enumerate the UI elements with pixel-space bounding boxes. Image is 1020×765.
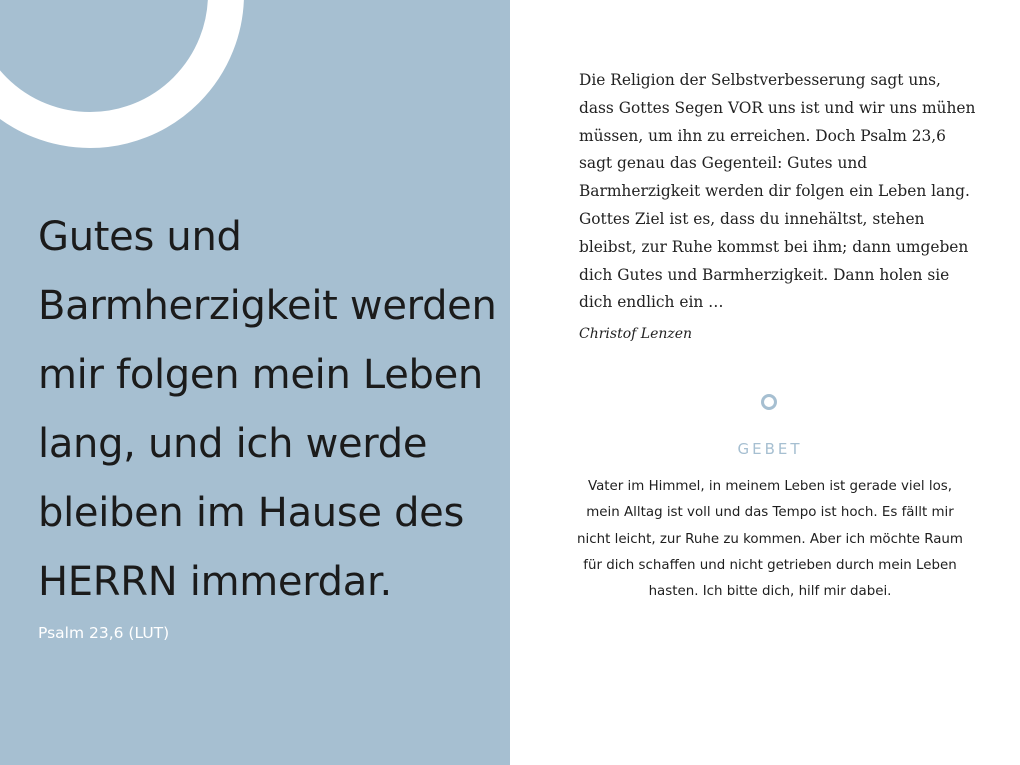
- devotion-author: Christof Lenzen: [579, 326, 693, 342]
- circle-ornament-icon: [761, 394, 777, 410]
- decorative-ring: [0, 0, 244, 148]
- verse-reference: Psalm 23,6 (LUT): [38, 624, 170, 642]
- prayer-heading: GEBET: [737, 440, 803, 458]
- devotion-panel: [510, 0, 1020, 765]
- devotion-text: Die Religion der Selbstverbesserung sagt uns, dass Gottes Segen VOR uns ist und wir uns mühen müssen, um ihn zu erreichen. Doch Psalm 23,6 sagt genau das Gegenteil: Gutes und Barmherzigkeit werden dir folgen ein Leben lang. Gottes Ziel ist es, dass du innehältst, stehen bleibst, zur Ruhe kommst bei ihm; dann umgeben dich Gutes und Barmherzigkeit. Dann holen sie dich endlich ein …: [579, 71, 976, 312]
- prayer-text: Vater im Himmel, in meinem Leben ist gerade viel los, mein Alltag ist voll und das Tempo ist hoch. Es fällt mir nicht leicht, zur Ruhe zu kommen. Aber ich möchte Raum für dich schaffen und nicht getrieben durch mein Leben hasten. Ich bitte dich, hilf mir dabei.: [577, 479, 963, 600]
- bible-verse: Gutes und Barmherzigkeit werden mir folgen mein Leben lang, und ich werde bleiben im Hause des HERRN immerdar.: [38, 214, 497, 605]
